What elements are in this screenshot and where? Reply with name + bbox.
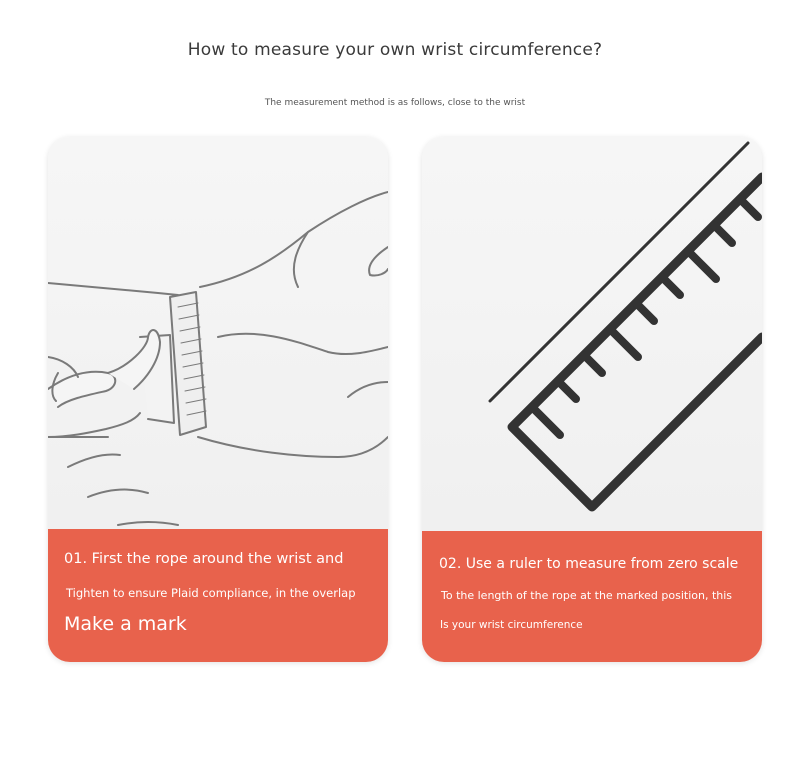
- step-2-panel: [422, 531, 762, 662]
- step-2-text-2: Is your wrist circumference: [440, 619, 583, 631]
- step-1-text-large: Make a mark: [64, 613, 187, 635]
- step-card-1: [48, 137, 388, 662]
- hand-wrist-tape-icon: [48, 137, 388, 529]
- step-2-heading: 02. Use a ruler to measure from zero scale: [439, 556, 739, 572]
- step-1-text: Tighten to ensure Plaid compliance, in the overlap: [66, 586, 356, 600]
- step-2-text: To the length of the rope at the marked position, this: [441, 589, 733, 602]
- ruler-icon: [422, 137, 762, 529]
- page-title: How to measure your own wrist circumference?: [187, 40, 603, 60]
- step-card-2: [422, 137, 762, 662]
- step-1-heading: 01. First the rope around the wrist and: [64, 551, 344, 567]
- page-subtitle: The measurement method is as follows, close to the wrist: [264, 98, 526, 108]
- step-1-panel: [48, 529, 388, 662]
